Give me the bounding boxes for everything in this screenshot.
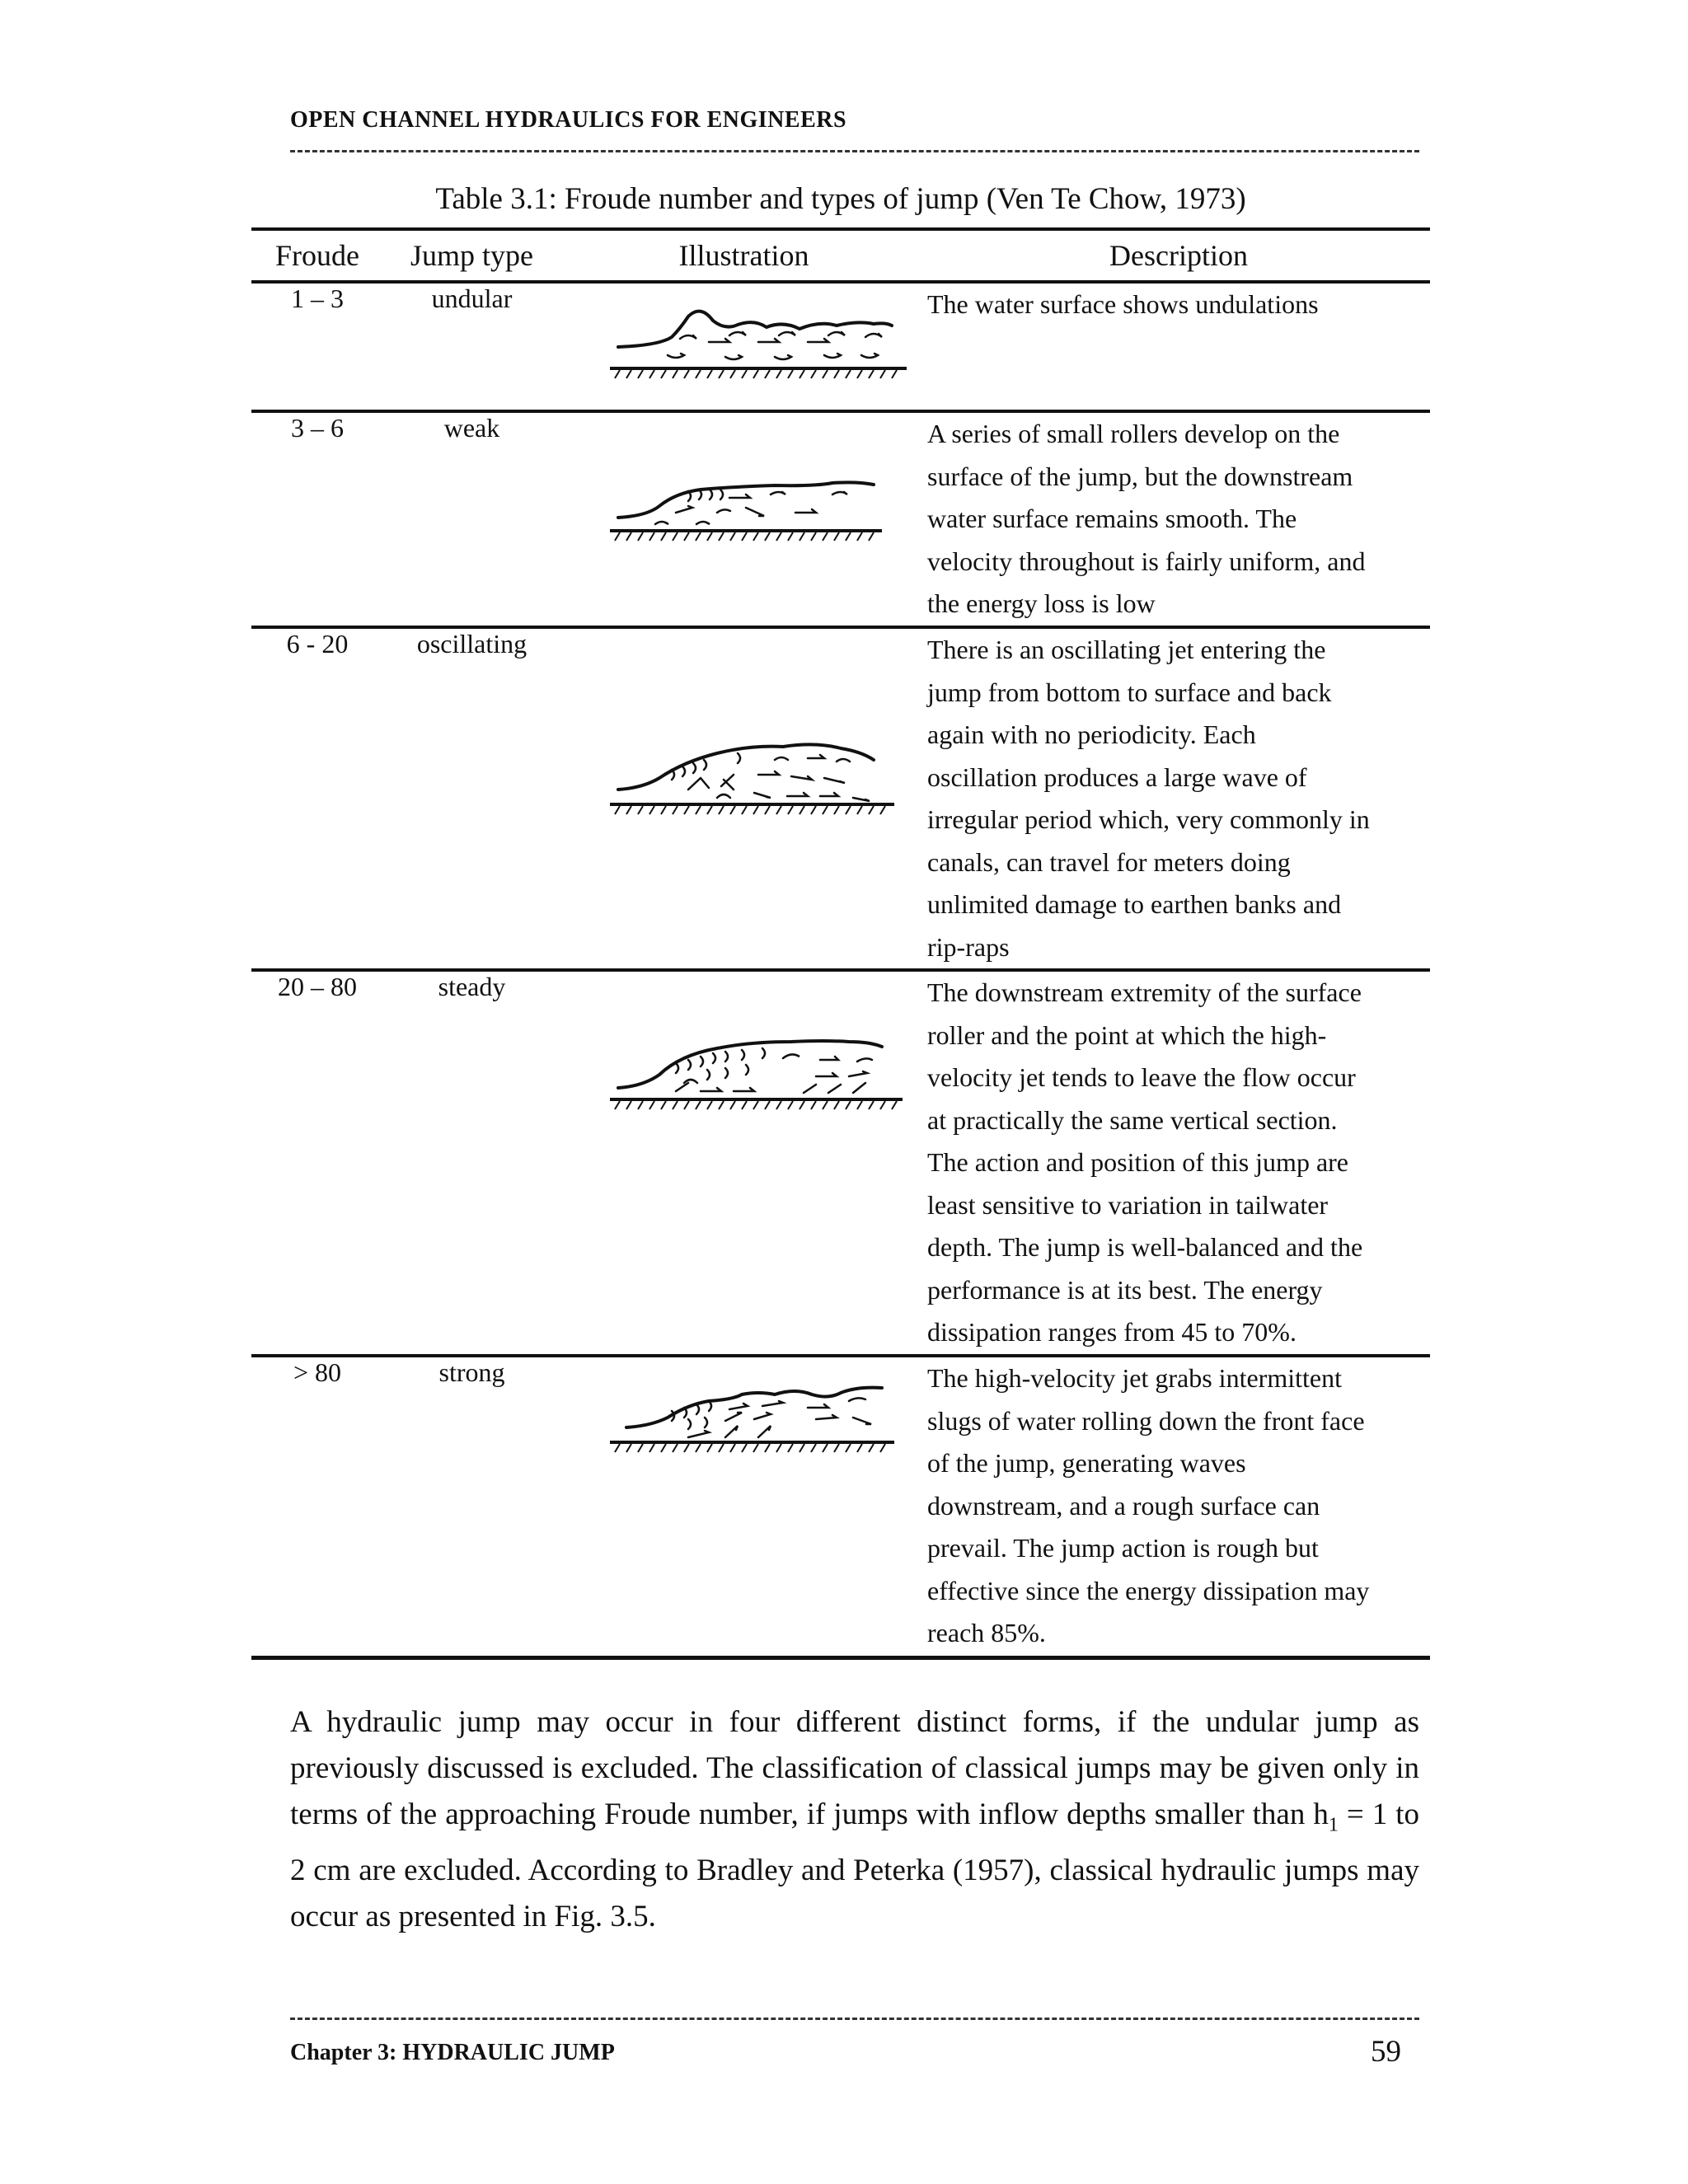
description-line: reach 85%. (927, 1618, 1046, 1647)
description-line: dissipation ranges from 45 to 70%. (927, 1317, 1296, 1347)
header-jump-type: Jump type (383, 229, 560, 282)
description-line: of the jump, generating waves (927, 1448, 1246, 1478)
description-cell (927, 282, 1430, 411)
description-line: least sensitive to variation in tailwater (927, 1189, 1329, 1220)
froude-cell: 3 – 6 (251, 411, 383, 627)
jump-type-cell: strong (383, 1356, 560, 1657)
running-head: OPEN CHANNEL HYDRAULICS FOR ENGINEERS (290, 107, 847, 133)
description-line: There is an oscillating jet entering the (927, 635, 1326, 664)
description-line: unlimited damage to earthen banks and (927, 889, 1342, 919)
description-line: velocity jet tends to leave the flow occur (927, 1062, 1356, 1092)
jump-type-cell: undular (383, 282, 560, 411)
illustration-cell (560, 1356, 927, 1657)
description-line: canals, can travel for meters doing (927, 846, 1291, 877)
paragraph-text-start: A hydraulic jump may occur in four different distinct forms, if the undular jump as previously discussed is excluded. The classification of classical jumps may be given only in terms of the approaching Froude number, if jumps with inflow depths smaller than h (290, 1705, 1419, 1831)
description-line: slugs of water rolling down the front face (927, 1405, 1365, 1436)
body-paragraph (290, 1699, 1419, 1940)
header-divider (290, 150, 1419, 152)
table-row (251, 411, 1430, 627)
description-line: performance is at its best. The energy (927, 1274, 1323, 1305)
froude-cell: 20 – 80 (251, 970, 383, 1356)
steady-jump-illustration (610, 1017, 915, 1116)
description-cell (927, 411, 1430, 627)
table-header-row (251, 229, 1430, 282)
description-cell (927, 627, 1430, 970)
description-cell (927, 1356, 1430, 1657)
weak-jump-illustration (610, 458, 907, 549)
footer-chapter: Chapter 3: HYDRAULIC JUMP (290, 2040, 615, 2065)
description-line: roller and the point at which the high- (927, 1019, 1327, 1050)
header-illustration: Illustration (560, 229, 927, 282)
page-number: 59 (1371, 2035, 1401, 2069)
illustration-cell (560, 411, 927, 627)
description-line: depth. The jump is well-balanced and the (927, 1232, 1363, 1262)
table-row (251, 627, 1430, 970)
description-line: irregular period which, very commonly in (927, 804, 1370, 834)
froude-jump-table (251, 227, 1430, 1660)
description-line: The action and position of this jump are (927, 1147, 1348, 1177)
strong-jump-illustration (610, 1370, 907, 1460)
description-line: downstream, and a rough surface can (927, 1490, 1320, 1521)
description-line: effective since the energy dissipation may (927, 1575, 1370, 1605)
description-line: The water surface shows undulations (927, 289, 1319, 319)
undular-jump-illustration (610, 296, 907, 387)
description-line: again with no periodicity. Each (927, 719, 1256, 749)
paragraph-text-end: = 1 to 2 cm are excluded. According to Bradley and Peterka (1957), classical hydraulic jumps may occur as presented in Fig. 3.5. (290, 1797, 1419, 1934)
froude-cell: 6 - 20 (251, 627, 383, 970)
description-line: water surface remains smooth. The (927, 504, 1297, 533)
table-row (251, 282, 1430, 411)
illustration-cell (560, 970, 927, 1356)
oscillating-jump-illustration (610, 724, 907, 818)
header-description: Description (927, 229, 1430, 282)
footer-divider (290, 2018, 1419, 2020)
jump-type-cell: weak (383, 411, 560, 627)
table-row (251, 1356, 1430, 1657)
froude-cell: 1 – 3 (251, 282, 383, 411)
illustration-cell (560, 282, 927, 411)
table-caption: Table 3.1: Froude number and types of jump (Ven Te Chow, 1973) (435, 182, 1246, 216)
description-line: rip-raps (927, 931, 1010, 962)
description-line: The high-velocity jet grabs intermittent (927, 1363, 1342, 1393)
froude-cell: > 80 (251, 1356, 383, 1657)
description-line: prevail. The jump action is rough but (927, 1533, 1319, 1563)
description-line: the energy loss is low (927, 588, 1156, 618)
description-line: oscillation produces a large wave of (927, 762, 1307, 792)
illustration-cell (560, 627, 927, 970)
table-row (251, 970, 1430, 1356)
description-line: velocity throughout is fairly uniform, and (927, 546, 1366, 576)
description-line: A series of small rollers develop on the (927, 419, 1340, 448)
description-line: jump from bottom to surface and back (927, 677, 1332, 707)
description-cell (927, 970, 1430, 1356)
jump-type-cell: oscillating (383, 627, 560, 970)
description-line: at practically the same vertical section. (927, 1104, 1338, 1135)
header-froude: Froude (251, 229, 383, 282)
description-line: The downstream extremity of the surface (927, 977, 1362, 1007)
subscript-1: 1 (1328, 1814, 1339, 1836)
description-line: surface of the jump, but the downstream (927, 461, 1353, 491)
jump-type-cell: steady (383, 970, 560, 1356)
